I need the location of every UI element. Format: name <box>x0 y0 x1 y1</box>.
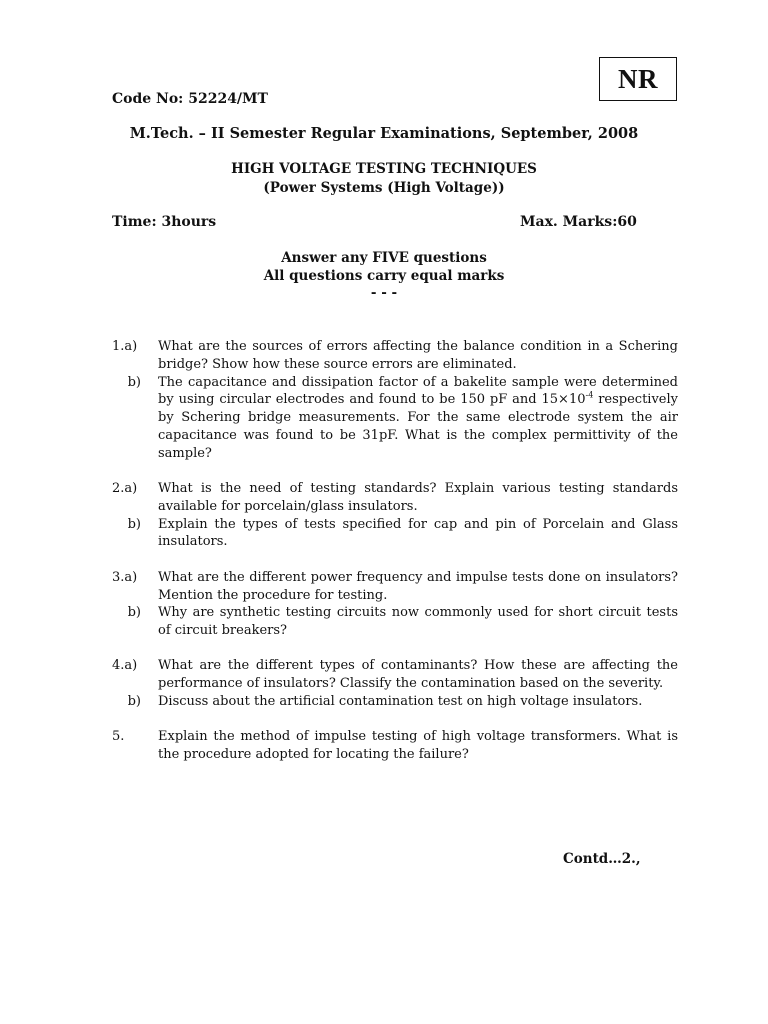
question-item <box>112 728 678 764</box>
question-item <box>112 657 678 693</box>
question-text: Why are synthetic testing circuits now commonly used for short circuit tests of circuit breakers? <box>158 605 678 639</box>
question-group-4 <box>112 657 678 710</box>
question-number: 2.a) <box>112 481 138 497</box>
nr-label-box: NR <box>599 57 677 101</box>
question-list <box>112 338 678 781</box>
subject-title: HIGH VOLTAGE TESTING TECHNIQUES <box>231 161 537 177</box>
question-number: b) <box>127 605 141 621</box>
max-marks: Max. Marks:60 <box>520 214 637 230</box>
question-group-5 <box>112 728 678 764</box>
question-item <box>112 516 678 552</box>
question-text: Explain the method of impulse testing of high voltage transformers. What is the procedure adopted for locating the failure? <box>158 729 678 763</box>
exam-title: M.Tech. – II Semester Regular Examinations, September, 2008 <box>129 125 639 142</box>
question-number: 4.a) <box>112 658 138 674</box>
question-item <box>112 338 678 374</box>
continued-note: Contd…2., <box>563 851 641 867</box>
exam-time: Time: 3hours <box>112 214 217 230</box>
question-item <box>112 480 678 516</box>
branch-title: (Power Systems (High Voltage)) <box>263 180 505 196</box>
question-number: 1.a) <box>112 339 138 354</box>
question-number: 5. <box>112 729 125 745</box>
question-text: What are the different types of contaminants? How these are affecting the performance of insulators? Classify the contamination based on the severity. <box>158 658 678 692</box>
instruction-answer: Answer any FIVE questions <box>281 250 487 266</box>
question-text <box>158 374 678 463</box>
question-text-part: The capacitance and dissipation factor of a bakelite sample were determined by using circular electrodes and found to be 150 pF and 15×10 <box>158 374 678 408</box>
question-text: What is the need of testing standards? Explain various testing standards available for porcelain/glass insulators. <box>158 481 678 514</box>
instruction-marks: All questions carry equal marks <box>263 268 505 284</box>
question-text: What are the different power frequency and impulse tests done on insulators? Mention the procedure for testing. <box>158 569 678 603</box>
question-group-3 <box>112 569 678 640</box>
question-text: What are the sources of errors affecting the balance condition in a Schering bridge? Show how these source errors are eliminated. <box>158 339 678 372</box>
code-number: Code No: 52224/MT <box>112 91 268 107</box>
question-number: 3.a) <box>112 569 138 585</box>
question-number: b) <box>127 374 141 390</box>
question-number: b) <box>127 516 141 532</box>
question-group-2 <box>112 480 678 551</box>
question-text: Explain the types of tests specified for cap and pin of Porcelain and Glass insulators. <box>158 516 678 550</box>
exponent: -4 <box>585 391 594 401</box>
question-item <box>112 374 678 463</box>
question-text-part: respectively by Schering bridge measurements. For the same electrode system the air capacitance was found to be 31pF. What is the complex permittivity of the sample? <box>158 392 678 461</box>
question-text: Discuss about the artificial contamination test on high voltage insulators. <box>158 694 643 710</box>
question-item <box>112 604 678 640</box>
question-item <box>112 569 678 605</box>
question-number: b) <box>127 694 141 710</box>
separator: - - - <box>370 285 398 301</box>
question-group-1 <box>112 338 678 463</box>
question-item <box>112 693 678 711</box>
